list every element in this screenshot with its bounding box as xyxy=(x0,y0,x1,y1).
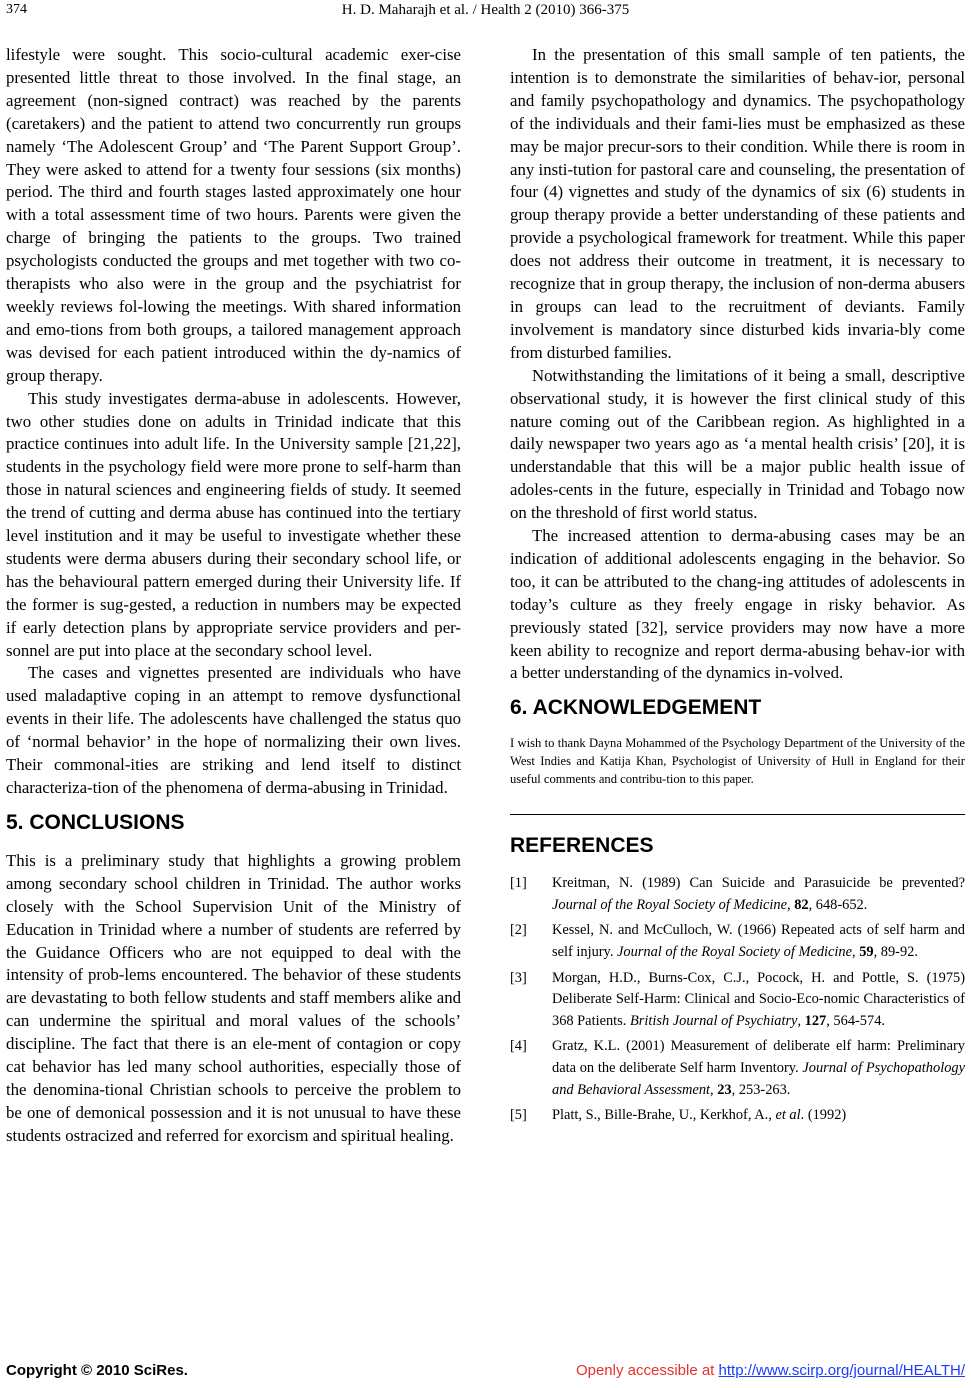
reference-text: Gratz, K.L. (2001) Measurement of deliberate elf harm: Preliminary data on the deliberate Self harm Inventory. Journal of Psychopathology and Behavioral Assessment, 23, 253-263. xyxy=(552,1038,965,1098)
reference-text: Platt, S., Bille-Brahe, U., Kerkhof, A., et al. (1992) xyxy=(552,1107,847,1124)
reference-number: [1] xyxy=(510,875,527,892)
section-heading-references: REFERENCES xyxy=(510,834,654,858)
copyright-notice: Copyright © 2010 SciRes. xyxy=(6,1362,188,1379)
reference-text: Kreitman, N. (1989) Can Suicide and Parasuicide be prevented? Journal of the Royal Society of Medicine, 82, 648-652. xyxy=(552,875,965,913)
reference-text: Morgan, H.D., Burns-Cox, C.J., Pocock, H. and Pottle, S. (1975) Deliberate Self-Harm: Clinical and Socio-Eco-nomic Characteristics of 368 Patients. British Journal of Psychiatry, 127, 564-574. xyxy=(552,969,965,1029)
reference-number: [4] xyxy=(510,1038,527,1055)
journal-link[interactable]: http://www.scirp.org/journal/HEALTH/ xyxy=(718,1362,965,1379)
volume: 127 xyxy=(804,1012,827,1029)
reference-number: [3] xyxy=(510,969,527,986)
volume: 59 xyxy=(859,943,874,960)
reference-item xyxy=(510,1036,965,1101)
journal-title: Journal of Psychopathology and Behavioral Assessment xyxy=(552,1059,965,1098)
reference-item xyxy=(510,968,965,1033)
page-number: 374 xyxy=(6,2,27,17)
journal-title: Journal of the Royal Society of Medicine xyxy=(552,896,787,913)
section-heading-conclusions: 5. CONCLUSIONS xyxy=(6,810,185,834)
open-access-label: Openly accessible at xyxy=(575,1362,719,1379)
journal-title: Journal of the Royal Society of Medicine xyxy=(617,943,852,960)
divider xyxy=(510,814,965,815)
open-access-notice xyxy=(576,1362,965,1379)
body-paragraph: In the presentation of this small sample of ten patients, the intention is to demonstrate the similarities of behav-ior, personal and family psychopathology and dynamics. The psychopathology of the individuals and their fami-lies must be emphasized as these may be major precur-sors to their condition. While there is room in any insti-tution for pastoral care and counseling, the presentation of four (4) vignettes and study of the dynamics of six (6) students in group therapy provide a better understanding of these patients and provide a psychological framework for treatment. While this paper does not address their outcome in treatment, it is necessary to recognize that in group therapy, the inclusion of non-derma abusers in groups can lead to the recruitment of deviants. Family involvement is mandatory since disturbed kids invaria-bly come from disturbed families. xyxy=(510,45,965,362)
reference-number: [5] xyxy=(510,1107,527,1124)
running-head: H. D. Maharajh et al. / Health 2 (2010) 366-375 xyxy=(341,2,630,18)
reference-text: Kessel, N. and McCulloch, W. (1966) Repeated acts of self harm and self injury. Journal of the Royal Society of Medicine, 59, 89-92. xyxy=(552,922,965,960)
body-paragraph: lifestyle were sought. This socio-cultural academic exer-cise presented little threat to those involved. In the final stage, an agreement (non-signed contract) was reached by the parents (caretakers) and the patient to attend two concurrently run groups namely ‘The Adolescent Group’ and ‘The Parent Support Group’. They were asked to attend for a twenty four sessions (six months) period. The third and fourth stages lasted approximately one hour with a total assessment time of two hours. Parents were given the charge of bringing the patients to the groups. Two trained psychologists conducted the groups and met together with two co-therapists who also were in the group and the psychiatrist for weekly reviews fol-lowing the meetings. With shared information and emo-tions from both groups, a tailored management approach was devised for each patient introduced within the dy-namics of group therapy. xyxy=(6,45,461,385)
reference-item xyxy=(510,1105,965,1127)
reference-item xyxy=(510,920,965,963)
reference-number: [2] xyxy=(510,922,527,939)
body-paragraph: The cases and vignettes presented are individuals who have used maladaptive coping in an attempt to remove dysfunctional events in their life. The adolescents have challenged the status quo of ‘normal behavior’ in the hope of normalizing their own lives. Their commonal-ities are striking and lend itself to distinct characteriza-tion of the phenomena of derma-abusing in Trinidad. xyxy=(6,663,461,797)
left-column xyxy=(6,44,461,1148)
journal-title: British Journal of Psychiatry xyxy=(629,1012,798,1029)
reference-list xyxy=(510,873,965,1127)
reference-item xyxy=(510,873,965,916)
journal-title: et al xyxy=(775,1107,801,1124)
body-paragraph: This study investigates derma-abuse in adolescents. However, two other studies done on adults in Trinidad indicate that this practice continues into adult life. In the University sample [21,22], students in the psychology field were more prone to self-harm than those in natural sciences and engineering fields of study. It seemed the trend of cutting and derma abuse has continued into the tertiary level institution and it may be useful to investigate whether these students were derma abusers during their secondary school life, or has the behavioural pattern emerged during their University life. If the former is sug-gested, a reduction in numbers may be expected if early detection plans by appropriate service providers and per-sonnel are put into place at the secondary school level. xyxy=(6,388,461,660)
volume: 82 xyxy=(794,896,809,913)
right-column xyxy=(510,44,965,1131)
acknowledgement-text: I wish to thank Dayna Mohammed of the Psychology Department of the University of the West Indies and Katija Khan, Psychologist of University of Hull in England for their useful comments and contribu-tion to this paper. xyxy=(510,736,965,786)
body-paragraph: This is a preliminary study that highlights a growing problem among secondary school children in Trinidad. The author works closely with the School Supervision Unit of the Ministry of Education in Trinidad where a number of students are referred by the Guidance Officers who are not equipped to deal with the intensity of prob-lems encountered. The behavior of these students are devastating to both fellow students and staff members alike and can undermine the spiritual and moral values of the schools’ discipline. The fact that there is an ele-ment of contagion or copy cat behavior has led many school authorities, especially those of the denomina-tional Christian schools to perceive the problem to be one of demonical possession and it is not unusual to have these students ostracized and referred for exorcism and spiritual healing. xyxy=(6,850,461,1145)
body-paragraph: The increased attention to derma-abusing cases may be an indication of additional adolescents engaging in the behavior. So too, it can be attributed to the chang-ing attitudes of adolescents in today’s culture as they freely engage in risky behavior. As previously stated [32], service providers may now have a more keen ability to recognize and report derma-abusing behav-ior with a better understanding of the dynamics in-volved. xyxy=(510,526,965,683)
volume: 23 xyxy=(717,1081,732,1098)
body-paragraph: Notwithstanding the limitations of it being a small, descriptive observational study, it is however the first clinical study of this nature coming out of the Caribbean region. As highlighted in a daily newspaper two years ago as ‘a mental health crisis’ [20], it is understandable that this will be a major public health issue of adoles-cents in the future, especially in Trinidad and Tobago now on the threshold of first world status. xyxy=(510,365,965,523)
section-heading-acknowledgement: 6. ACKNOWLEDGEMENT xyxy=(510,696,762,720)
